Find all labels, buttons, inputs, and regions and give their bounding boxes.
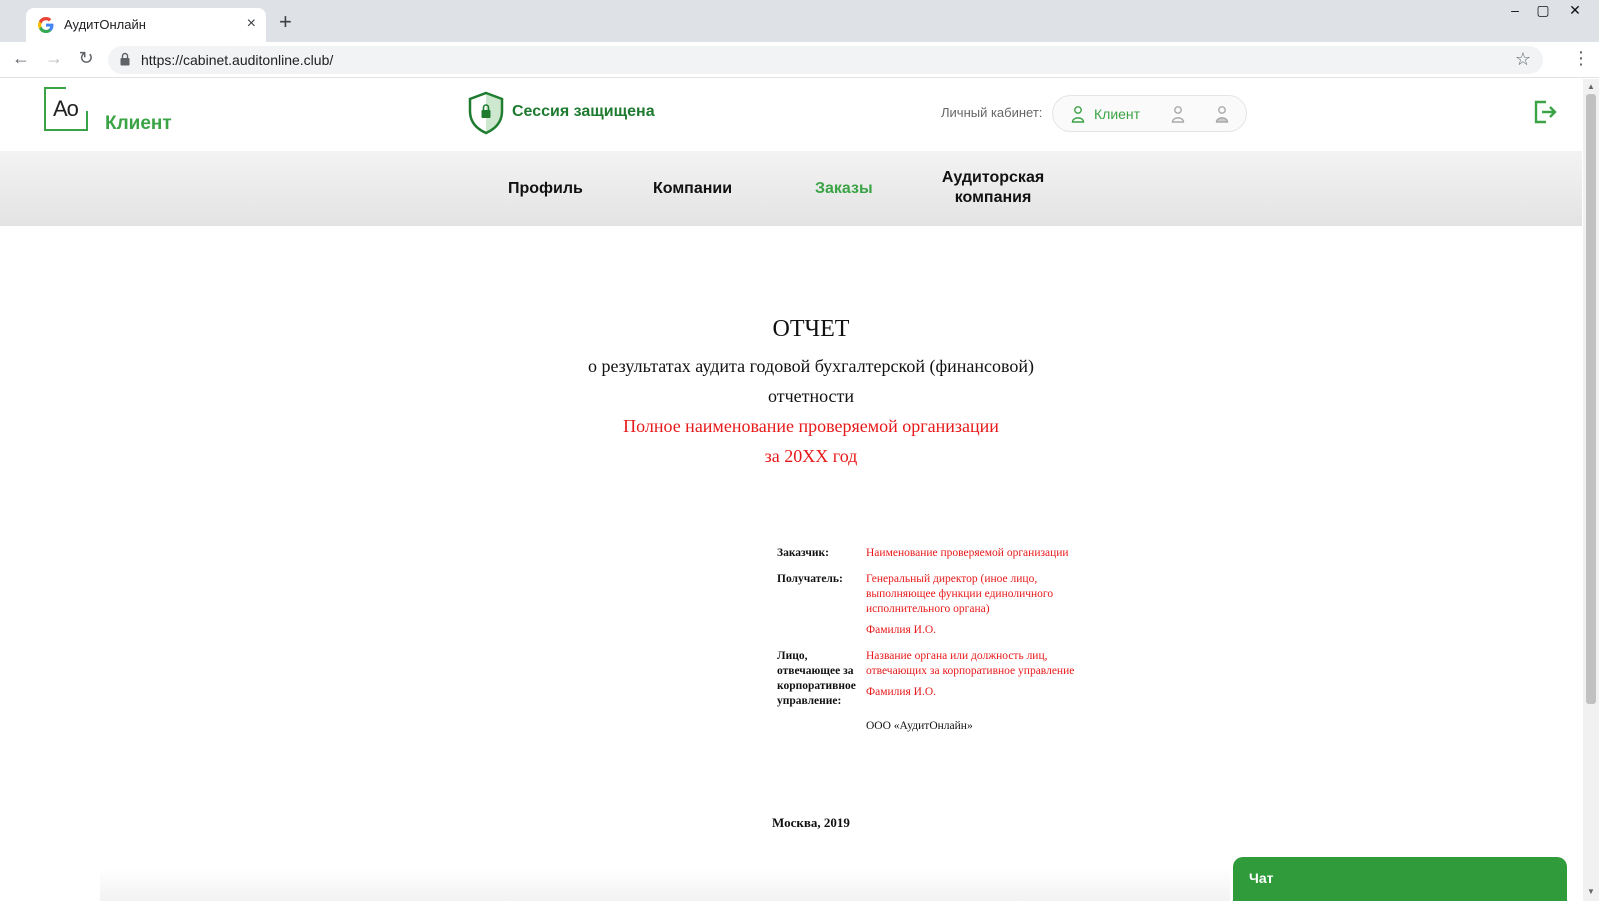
org-name: Полное наименование проверяемой организации bbox=[623, 416, 999, 436]
report-subtitle-line2: отчетности bbox=[767, 386, 855, 406]
governance-label-line2: отвечающее за bbox=[777, 665, 854, 677]
tab-title: АудитОнлайн bbox=[64, 17, 146, 32]
lock-icon bbox=[120, 52, 130, 66]
governance-label-line1: Лицо, bbox=[777, 650, 808, 662]
window-close-icon[interactable]: ✕ bbox=[1569, 2, 1581, 18]
governance-name: Фамилия И.О. bbox=[866, 686, 937, 698]
forward-icon[interactable]: → bbox=[45, 48, 63, 68]
customer-label: Заказчик: bbox=[777, 547, 829, 559]
star-icon[interactable]: ☆ bbox=[1514, 49, 1531, 69]
main-nav bbox=[0, 151, 1582, 226]
auditor-role-icon[interactable] bbox=[1171, 105, 1185, 123]
logo[interactable] bbox=[44, 87, 88, 131]
tab-close-icon[interactable]: × bbox=[246, 15, 256, 32]
scroll-up-icon[interactable]: ▲ bbox=[1587, 82, 1595, 91]
google-favicon-icon bbox=[38, 17, 54, 33]
governance-value-line2: отвечающих за корпоративное управление bbox=[866, 665, 1075, 677]
nav-audit-company[interactable] bbox=[938, 168, 1048, 208]
report-document bbox=[0, 226, 1582, 901]
nav-orders[interactable]: Заказы bbox=[815, 180, 873, 197]
recipient-name: Фамилия И.О. bbox=[866, 624, 937, 636]
page-shadow bbox=[100, 868, 1230, 901]
minimize-icon[interactable]: – bbox=[1511, 2, 1519, 18]
shield-lock-icon bbox=[467, 91, 505, 135]
new-tab-button[interactable]: + bbox=[279, 9, 292, 34]
auditor-name: ООО «АудитОнлайн» bbox=[866, 720, 973, 732]
governance-label-line4: управление: bbox=[777, 695, 842, 707]
browser-tab[interactable] bbox=[26, 8, 266, 42]
logo-text: Ao bbox=[53, 96, 78, 121]
governance-label-line3: корпоративное bbox=[777, 680, 856, 692]
chat-label: Чат bbox=[1249, 870, 1274, 886]
url-text: https://cabinet.auditonline.club/ bbox=[141, 52, 334, 68]
site-header bbox=[0, 79, 1582, 151]
nav-audit-company-line1: Аудиторская bbox=[941, 169, 1045, 186]
browser-menu-icon[interactable]: ⋮ bbox=[1572, 48, 1590, 68]
cabinet-label: Личный кабинет: bbox=[941, 105, 1043, 120]
browser-tab-strip bbox=[0, 0, 1599, 42]
governance-value bbox=[866, 649, 1096, 679]
chat-widget[interactable] bbox=[1233, 857, 1567, 901]
recipient-value-line2: выполняющее функции единоличного bbox=[866, 588, 1054, 600]
recipient-value-line3: исполнительного органа) bbox=[866, 603, 990, 615]
browser-toolbar bbox=[0, 42, 1599, 78]
scroll-down-icon[interactable]: ▼ bbox=[1587, 887, 1595, 896]
governance-label bbox=[777, 649, 857, 709]
recipient-value-line1: Генеральный директор (иное лицо, bbox=[866, 573, 1038, 585]
report-title: ОТЧЕТ bbox=[772, 316, 850, 342]
role-switcher[interactable] bbox=[1052, 95, 1247, 132]
brand-name: Клиент bbox=[105, 113, 172, 134]
nav-audit-company-line2: компания bbox=[954, 189, 1032, 206]
nav-companies[interactable]: Компании bbox=[653, 180, 733, 197]
city-year: Москва, 2019 bbox=[772, 815, 850, 830]
address-bar[interactable] bbox=[108, 46, 1543, 74]
customer-value: Наименование проверяемой организации bbox=[866, 547, 1069, 559]
governance-value-line1: Название органа или должность лиц, bbox=[866, 650, 1048, 662]
nav-profile[interactable]: Профиль bbox=[508, 180, 583, 197]
logout-icon[interactable] bbox=[1532, 99, 1558, 125]
scroll-thumb[interactable] bbox=[1586, 94, 1596, 704]
role-client[interactable]: Клиент bbox=[1094, 106, 1141, 122]
back-icon[interactable]: ← bbox=[12, 48, 30, 68]
report-period: за 20ХХ год bbox=[764, 446, 858, 466]
maximize-icon[interactable]: ▢ bbox=[1536, 2, 1550, 18]
manager-role-icon[interactable] bbox=[1215, 105, 1229, 123]
person-icon bbox=[1071, 105, 1085, 123]
reload-icon[interactable]: ↻ bbox=[78, 48, 94, 68]
report-subtitle-line1: о результатах аудита годовой бухгалтерской (финансовой) bbox=[587, 356, 1035, 376]
page-scrollbar[interactable] bbox=[1583, 79, 1599, 901]
recipient-value bbox=[866, 572, 1096, 617]
recipient-label: Получатель: bbox=[777, 573, 843, 585]
session-status: Сессия защищена bbox=[512, 103, 655, 120]
